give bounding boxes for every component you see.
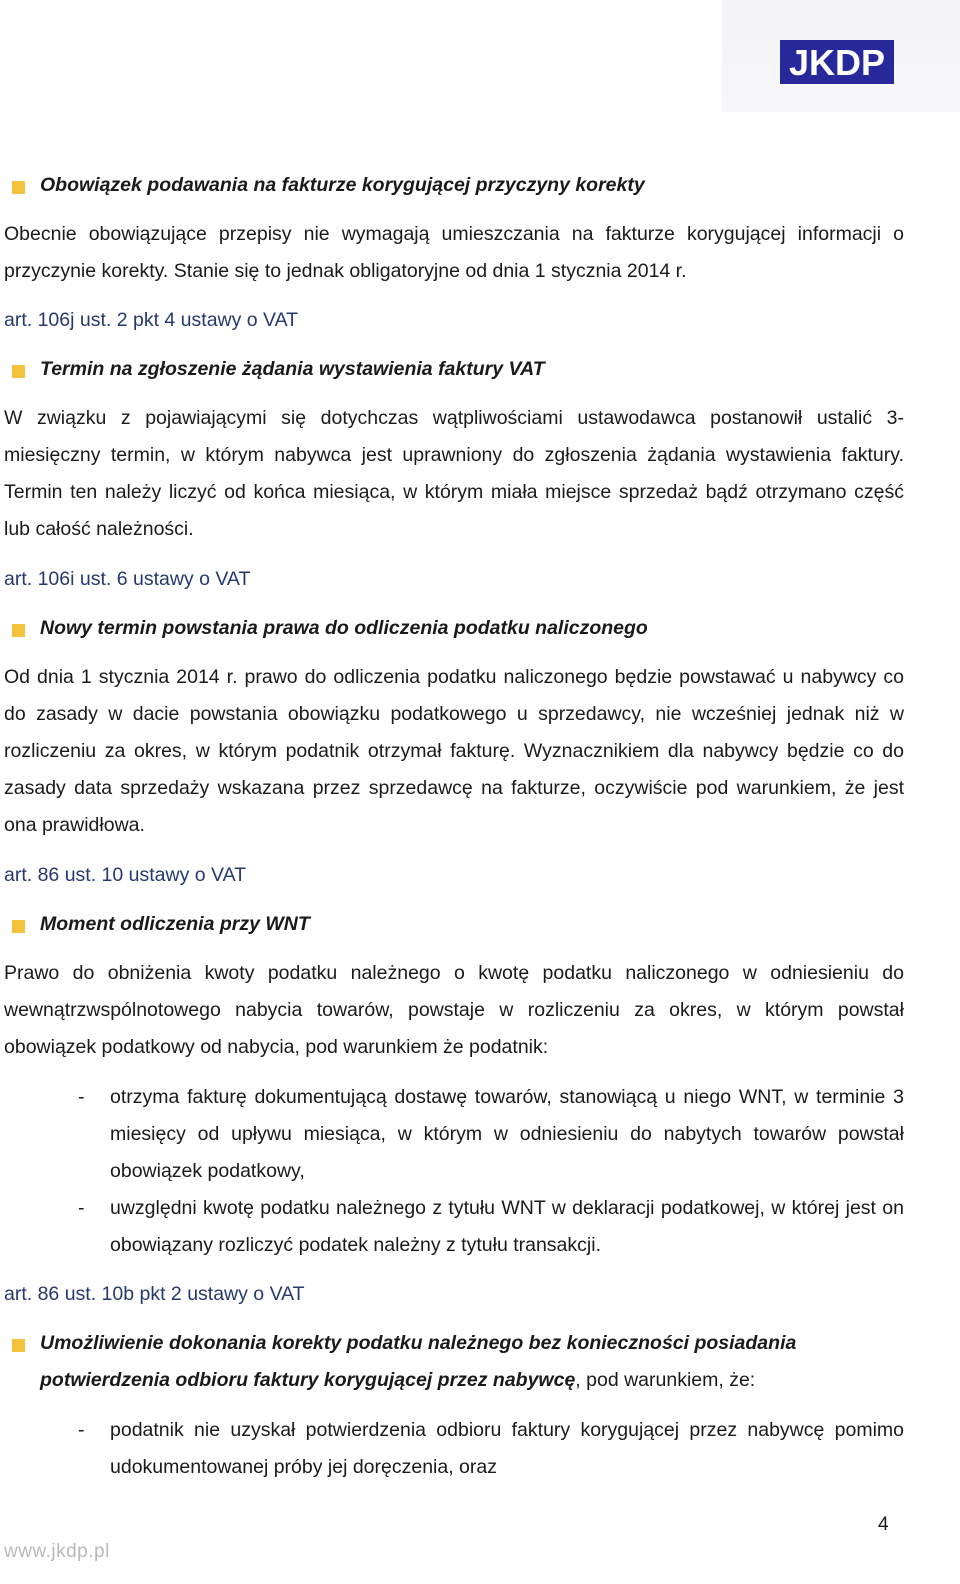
section-paragraph: Prawo do obniżenia kwoty podatku należnego o kwotę podatku naliczonego w odniesieniu do wewnątrzwspólnotowego nabycia towarów, powstaje w rozliczeniu za okres, w którym powstał obowiązek podatkowy od nabycia, pod warunkiem że podatnik: [4,962,904,1058]
section-heading: Obowiązek podawania na fakturze korygującej przyczyny korekty [4,167,904,204]
section-paragraph: Od dnia 1 stycznia 2014 r. prawo do odliczenia podatku naliczonego będzie powstawać u nabywcy co do zasady w dacie powstania obowiązku podatkowego u sprzedawcy, nie wcześniej jednak niż w rozliczeniu za okres, w którym podatnik otrzymał fakturę. Wyznacznikiem dla nabywcy będzie co do zasady data sprzedaży wskazana przez sprzedawcę na fakturze, oczywiście pod warunkiem, że jest ona prawidłowa. [4,666,904,836]
jkdp-logo [780,40,894,84]
legal-reference: art. 106j ust. 2 pkt 4 ustawy o VAT [4,309,299,331]
square-bullet-icon [12,1339,25,1352]
section-paragraph: W związku z pojawiającymi się dotychczas wątpliwościami ustawodawca postanowił ustalić 3-miesięczny termin, w którym nabywca jest uprawniony do zgłoszenia żądania wystawienia faktury. Termin ten należy liczyć od końca miesiąca, w którym miała miejsce sprzedaż bądź otrzymano część lub całość należności. [4,407,904,540]
list-item: - uwzględni kwotę podatku należnego z tytułu WNT w deklaracji podatkowej, w której jest on obowiązany rozliczyć podatek należny z tytułu transakcji. [78,1197,904,1256]
legal-reference: art. 106i ust. 6 ustawy o VAT [4,568,251,590]
legal-reference: art. 86 ust. 10 ustawy o VAT [4,864,247,886]
conditions-list [4,1079,904,1264]
conditions-list [4,1412,904,1486]
section-paragraph: Obecnie obowiązujące przepisy nie wymagają umieszczania na fakturze korygującej informacji o przyczynie korekty. Stanie się to jednak obligatoryjne od dnia 1 stycznia 2014 r. [4,223,904,282]
list-item: - otrzyma fakturę dokumentującą dostawę towarów, stanowiącą u niego WNT, w terminie 3 miesięcy od upływu miesiąca, w którym w odniesieniu do nabytych towarów powstał obowiązek podatkowy, [78,1086,904,1182]
section-heading: Moment odliczenia przy WNT [4,906,904,943]
svg-text:JKDP: JKDP [788,42,886,83]
square-bullet-icon [12,365,25,378]
footer-url: www.jkdp.pl [4,1541,110,1562]
square-bullet-icon [12,181,25,194]
section-heading: Umożliwienie dokonania korekty podatku należnego bez konieczności posiadania potwierdzenia odbioru faktury korygującej przez nabywcę, pod warunkiem, że: [4,1325,904,1399]
square-bullet-icon [12,920,25,933]
page-number: 4 [878,1514,889,1535]
legal-reference: art. 86 ust. 10b pkt 2 ustawy o VAT [4,1283,305,1305]
square-bullet-icon [12,624,25,637]
list-item: - podatnik nie uzyskał potwierdzenia odbioru faktury korygującej przez nabywcę pomimo udokumentowanej próby jej doręczenia, oraz [78,1419,904,1478]
section-heading: Termin na zgłoszenie żądania wystawienia faktury VAT [4,351,904,388]
section-heading: Nowy termin powstania prawa do odliczenia podatku naliczonego [4,610,904,647]
